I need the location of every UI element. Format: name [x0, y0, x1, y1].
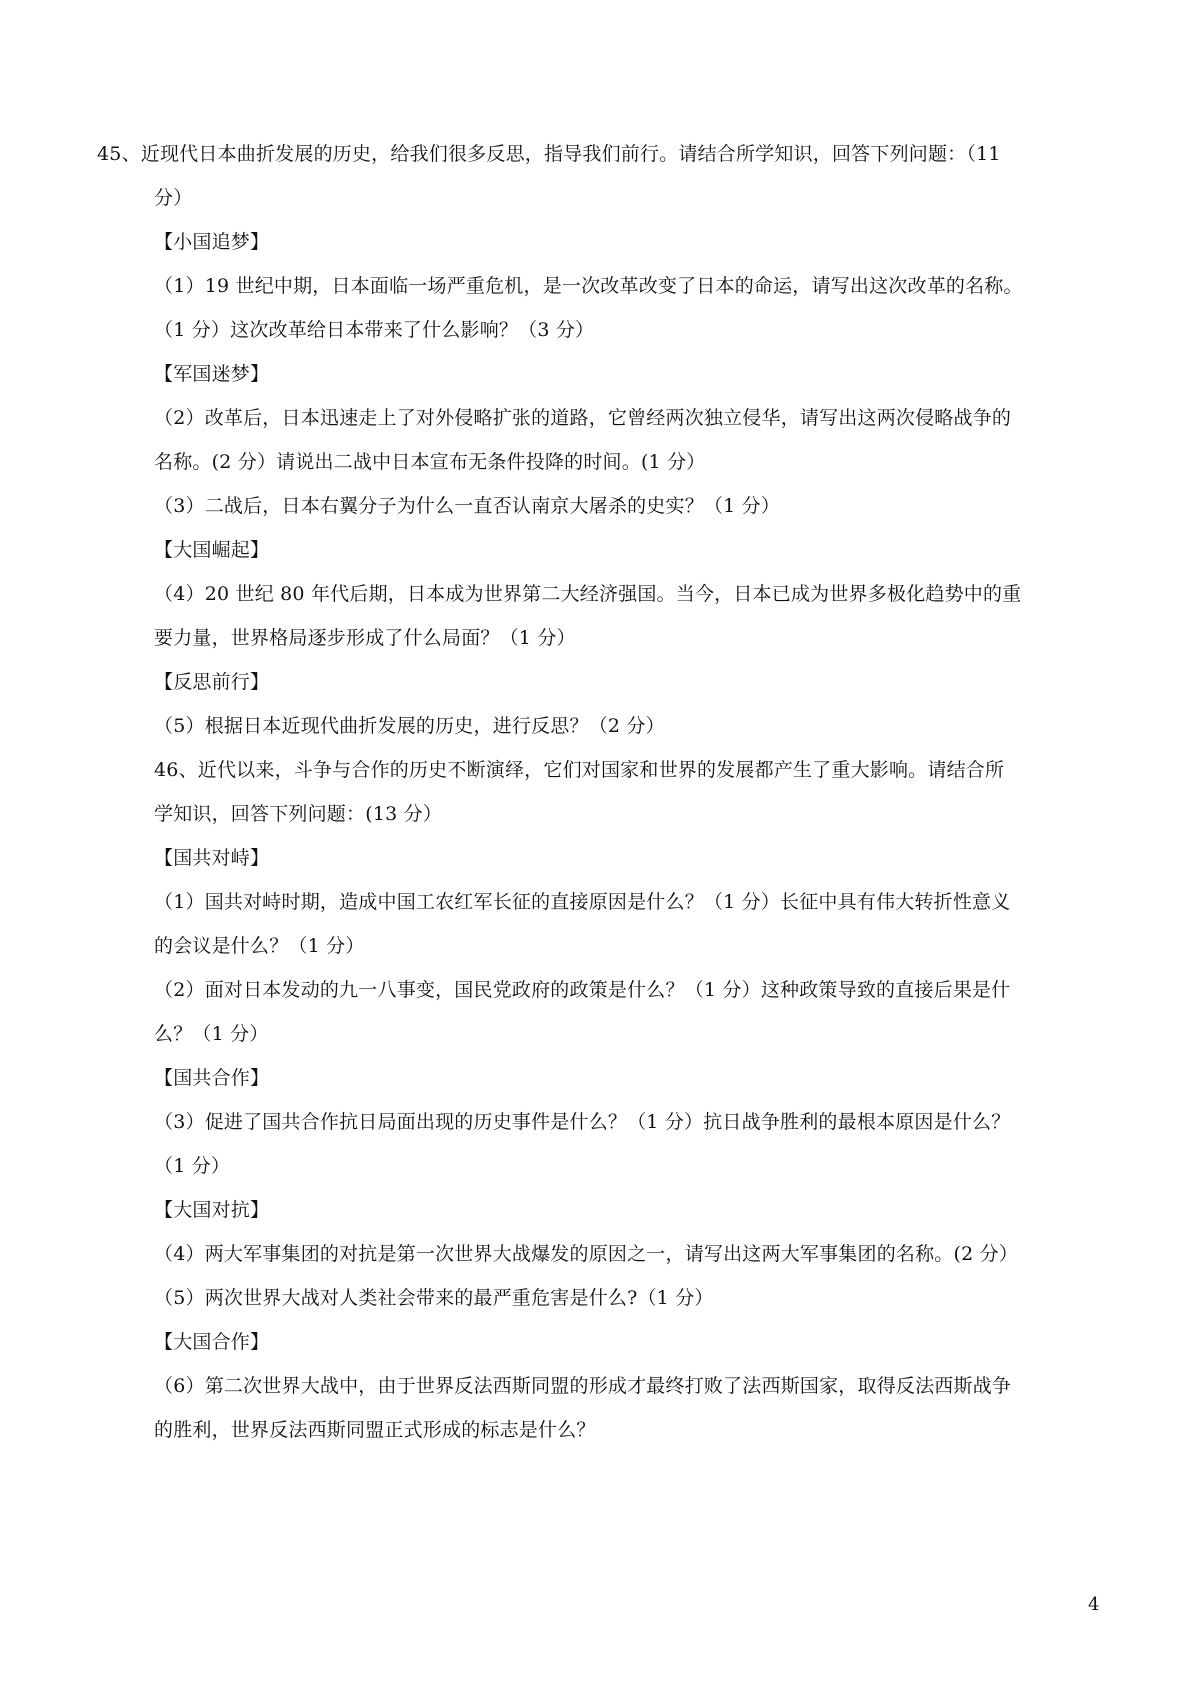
q46-intro-line2: 学知识，回答下列问题：(13 分） — [154, 803, 443, 825]
q46-section-heading-confrontation: 【国共对峙】 — [154, 847, 270, 869]
q45-sub2-line1: （2）改革后，日本迅速走上了对外侵略扩张的道路，它曾经两次独立侵华，请写出这两次侵略战争的 — [154, 407, 1012, 429]
q46-sub6-line2: 的胜利，世界反法西斯同盟正式形成的标志是什么？ — [154, 1419, 596, 1441]
q46-sub2-line2: 么？（1 分） — [154, 1023, 269, 1045]
q46-sub3-line1: （3）促进了国共合作抗日局面出现的历史事件是什么？（1 分）抗日战争胜利的最根本原因是什么？ — [154, 1111, 1011, 1133]
q45-sub1-line2: （1 分）这次改革给日本带来了什么影响？（3 分） — [154, 319, 595, 341]
q46-sub2-line1: （2）面对日本发动的九一八事变，国民党政府的政策是什么？（1 分）这种政策导致的直接后果是什 — [154, 979, 1011, 1001]
q46-sub6-line1: （6）第二次世界大战中，由于世界反法西斯同盟的形成才最终打败了法西斯国家，取得反法西斯战争 — [154, 1375, 1012, 1397]
q45-intro-line1: 45、近现代日本曲折发展的历史，给我们很多反思，指导我们前行。请结合所学知识，回答下列问题：（11 — [97, 143, 1001, 165]
q46-sub4-line1: （4）两大军事集团的对抗是第一次世界大战爆发的原因之一，请写出这两大军事集团的名称。(2 分） — [154, 1243, 1019, 1265]
q46-section-heading-power-cooperation: 【大国合作】 — [154, 1331, 270, 1353]
q46-sub5-line1: （5）两次世界大战对人类社会带来的最严重危害是什么?（1 分） — [154, 1287, 714, 1309]
q46-section-heading-power-rivalry: 【大国对抗】 — [154, 1199, 270, 1221]
q46-section-heading-cooperation: 【国共合作】 — [154, 1067, 270, 1089]
page-number: 4 — [1088, 1594, 1100, 1615]
q45-sub3-line1: （3）二战后，日本右翼分子为什么一直否认南京大屠杀的史实？（1 分） — [154, 495, 781, 517]
q45-section-heading-militarism: 【军国迷梦】 — [154, 363, 270, 385]
q45-section-heading-small-country: 【小国追梦】 — [154, 231, 270, 253]
q45-sub2-line2: 名称。(2 分）请说出二战中日本宣布无条件投降的时间。(1 分） — [154, 451, 706, 473]
q45-sub4-line2: 要力量，世界格局逐步形成了什么局面？（1 分） — [154, 627, 576, 649]
q45-sub1-line1: （1）19 世纪中期，日本面临一场严重危机，是一次改革改变了日本的命运，请写出这次改革的名称。 — [154, 275, 1023, 297]
q46-sub1-line1: （1）国共对峙时期，造成中国工农红军长征的直接原因是什么？（1 分）长征中具有伟大转折性意义 — [154, 891, 1011, 913]
q45-sub4-line1: （4）20 世纪 80 年代后期，日本成为世界第二大经济强国。当今，日本已成为世界多极化趋势中的重 — [154, 583, 1022, 605]
q45-section-heading-rise: 【大国崛起】 — [154, 539, 270, 561]
q46-intro-line1: 46、近代以来，斗争与合作的历史不断演绎，它们对国家和世界的发展都产生了重大影响。请结合所 — [154, 759, 1005, 781]
q45-section-heading-reflect: 【反思前行】 — [154, 671, 270, 693]
q45-intro-line2: 分） — [154, 187, 193, 209]
q45-sub5-line1: （5）根据日本近现代曲折发展的历史，进行反思？（2 分） — [154, 715, 665, 737]
q46-sub1-line2: 的会议是什么？（1 分） — [154, 935, 365, 957]
q46-sub3-line2: （1 分） — [154, 1155, 231, 1177]
